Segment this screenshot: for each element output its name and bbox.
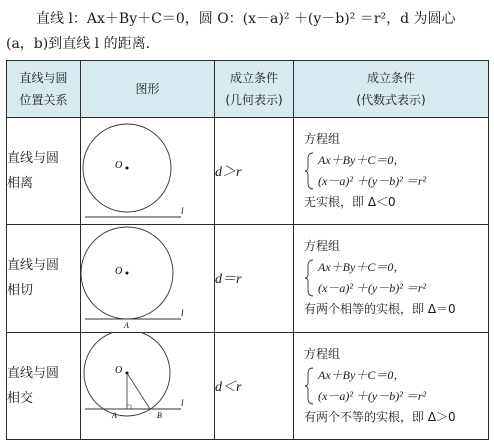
center-dot — [126, 272, 129, 275]
point-b-label: B — [157, 410, 162, 420]
geometric-condition: d＞r — [215, 165, 242, 181]
geometric-condition-cell — [215, 225, 294, 332]
system-title: 方程组 — [304, 346, 341, 361]
discriminant-result: 无实根，即 Δ＜0 — [304, 195, 396, 210]
center-label: O — [115, 160, 123, 172]
right-angle-mark — [127, 405, 131, 409]
equation-line: Ax＋By＋C＝0， — [318, 260, 406, 275]
header-position-relation — [7, 61, 81, 118]
relation-label-line2: 相交 — [7, 390, 34, 406]
center-label: O — [115, 364, 123, 376]
intro-text — [0, 0, 494, 58]
relation-label-cell — [7, 332, 81, 439]
intro-line-1: 直线 l：Ax＋By＋C＝0，圆 O：(x－a)² ＋(y－b)² ＝r²，d 为圆心 — [36, 11, 456, 27]
figure-cell — [81, 225, 215, 332]
geometric-condition: d＜r — [215, 379, 242, 395]
algebraic-condition-cell — [294, 332, 489, 439]
equation-line: Ax＋By＋C＝0， — [318, 153, 406, 168]
tangent-figure — [81, 225, 215, 331]
relation-label-line2: 相离 — [7, 176, 34, 192]
separate-figure — [81, 118, 215, 224]
center-label: O — [115, 266, 123, 278]
system-title: 方程组 — [304, 239, 341, 254]
circle-equation: (x－a)² ＋(y－b)² ＝r² — [318, 174, 427, 189]
relation-label-cell — [7, 118, 81, 225]
point-a-label: A — [112, 410, 117, 420]
header-col3-line1: 成立条件 — [229, 71, 278, 85]
circle-equation: (x－a)² ＋(y－b)² ＝r² — [318, 281, 427, 296]
relation-label-line1: 直线与圆 — [7, 258, 60, 274]
geometric-condition-cell — [215, 332, 294, 439]
line-label: l — [181, 308, 184, 319]
header-col3-line2: (几何表示) — [225, 93, 283, 107]
header-algebraic-condition — [294, 61, 489, 118]
radius-segment — [127, 373, 150, 409]
header-col1-line1: 直线与圆 — [19, 71, 68, 85]
header-col2-label: 图形 — [135, 82, 160, 96]
header-figure — [81, 61, 215, 118]
system-title: 方程组 — [304, 132, 341, 147]
table-header-row — [7, 61, 489, 118]
circle-equation: (x－a)² ＋(y－b)² ＝r² — [318, 388, 427, 403]
line-label: l — [181, 397, 184, 408]
discriminant-result: 有两个相等的实根，即 Δ＝0 — [304, 302, 456, 317]
table-row-tangent — [7, 225, 489, 332]
geometric-condition: d＝r — [215, 272, 242, 288]
geometric-condition-cell — [215, 118, 294, 225]
line-label: l — [181, 206, 184, 217]
table-row-separate — [7, 118, 489, 225]
relation-label-line1: 直线与圆 — [7, 365, 60, 381]
algebraic-condition-cell — [294, 118, 489, 225]
intro-line-2: (a，b)到直线 l 的距离． — [6, 36, 160, 52]
algebraic-condition-cell — [294, 225, 489, 332]
header-col4-line1: 成立条件 — [366, 71, 415, 85]
figure-cell — [81, 332, 215, 439]
intersecting-figure — [81, 333, 215, 439]
header-geometric-condition — [215, 61, 294, 118]
relation-label-cell — [7, 225, 81, 332]
discriminant-result: 有两个不等的实根，即 Δ＞0 — [304, 409, 456, 424]
point-a-label: A — [124, 321, 129, 331]
position-relation-table — [6, 60, 489, 440]
header-col1-line2: 位置关系 — [19, 93, 68, 107]
figure-cell — [81, 118, 215, 225]
relation-label-line1: 直线与圆 — [7, 151, 60, 167]
relation-label-line2: 相切 — [7, 283, 34, 299]
equation-line: Ax＋By＋C＝0， — [318, 367, 406, 382]
table-row-intersecting — [7, 332, 489, 439]
center-dot — [126, 167, 129, 170]
header-col4-line2: (代数式表示) — [356, 93, 426, 107]
